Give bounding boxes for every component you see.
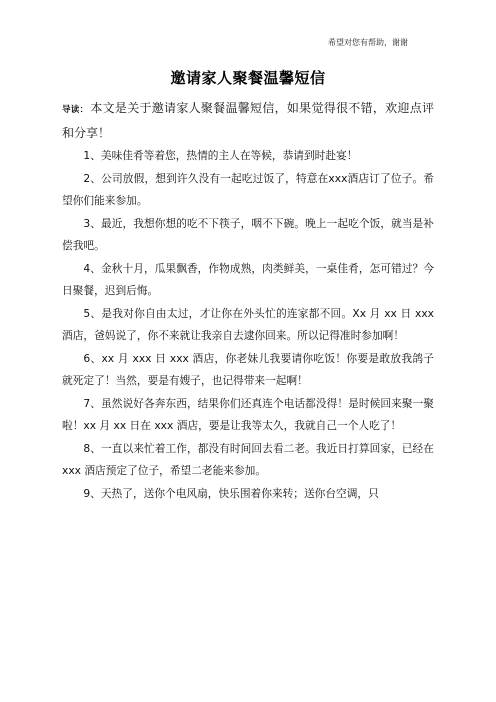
message-paragraph-5: 5、是我对你自由太过，才让你在外头忙的连家都不回。Xx 月 xx 日 xxx 酒店，爸妈说了，你不来就让我亲自去逮你回来。所以记得准时参加啊！ xyxy=(62,306,434,342)
message-paragraph-6: 6、xx 月 xxx 日 xxx 酒店，你老妹儿我要请你吃饭！你要是敢放我鸽子就死定了！当然，要是有嫂子，也记得带来一起啊！ xyxy=(62,351,434,387)
intro-text: 本文是关于邀请家人聚餐温馨短信，如果觉得很不错，欢迎点评和分享！ xyxy=(62,101,434,140)
message-paragraph-8: 8、一直以来忙着工作，都没有时间回去看二老。我近日打算回家，已经在 xxx 酒店预定了位子，希望二老能来参加。 xyxy=(62,441,434,477)
message-paragraph-3: 3、最近，我想你想的吃不下筷子，咽不下碗。晚上一起吃个饭，就当是补偿我吧。 xyxy=(62,216,434,252)
document-body xyxy=(62,97,434,505)
intro-paragraph xyxy=(62,97,434,145)
intro-label: 导读： xyxy=(62,105,89,115)
message-paragraph-2: 2、公司放假，想到许久没有一起吃过饭了，特意在xxx酒店订了位子。希望你们能来参加。 xyxy=(62,171,434,207)
message-paragraph-9: 9、天热了，送你个电风扇，快乐围着你来转；送你台空调，只 xyxy=(83,486,379,500)
message-paragraph-1: 1、美味佳肴等着您，热情的主人在等候，恭请到时赴宴！ xyxy=(83,149,358,162)
message-paragraph-4: 4、金秋十月，瓜果飘香，作物成熟，肉类鲜美，一桌佳肴，怎可错过？今日聚餐，迟到后悔。 xyxy=(62,261,434,297)
document-title: 邀请家人聚餐温馨短信 xyxy=(170,69,326,87)
message-paragraph-7: 7、虽然说好各奔东西，结果你们还真连个电话都没得！是时候回来聚一聚啦！xx 月 xx 日在 xxx 酒店，要是让我等太久，我就自己一个人吃了！ xyxy=(62,396,434,432)
header-note: 希望对您有帮助，谢谢 xyxy=(328,38,408,47)
